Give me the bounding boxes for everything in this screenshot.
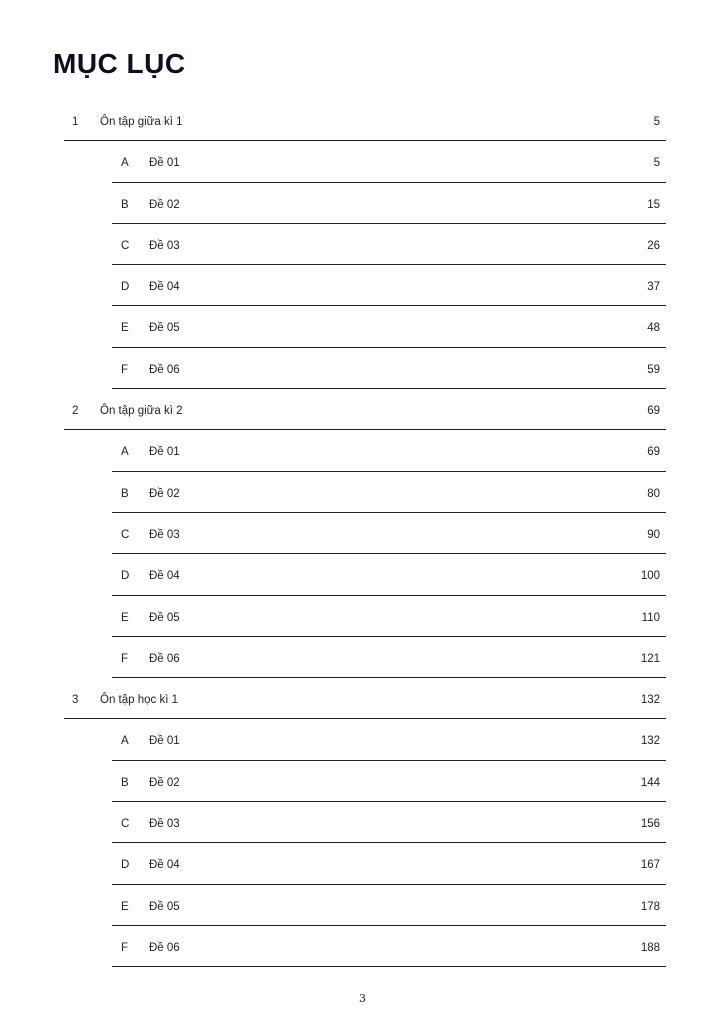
chapter-number: 2 — [72, 405, 79, 418]
section-letter: A — [121, 735, 129, 748]
toc-section[interactable] — [112, 141, 666, 182]
toc-section[interactable] — [112, 265, 666, 306]
toc-section[interactable] — [112, 554, 666, 595]
chapter-title: Ôn tập giữa kì 1 — [100, 116, 183, 128]
section-letter: D — [121, 570, 130, 583]
toc-section[interactable] — [112, 885, 666, 926]
section-title: Đề 01 — [149, 446, 180, 459]
section-letter: F — [121, 652, 129, 665]
page-number: 110 — [641, 611, 660, 624]
footer-page-number: 3 — [359, 992, 366, 1005]
section-title: Đề 06 — [149, 941, 180, 954]
toc-chapter-3[interactable] — [64, 678, 666, 719]
section-title: Đề 03 — [149, 818, 180, 831]
page-number: 5 — [653, 116, 660, 128]
page-number: 90 — [647, 528, 660, 541]
page-title: MỤC LỤC — [53, 48, 186, 79]
toc-section[interactable] — [112, 224, 666, 265]
table-of-contents — [0, 100, 725, 967]
section-letter: B — [121, 487, 129, 500]
section-title: Đề 01 — [149, 735, 180, 748]
page-number: 144 — [640, 776, 660, 789]
section-title: Đề 05 — [149, 322, 180, 335]
toc-section[interactable] — [112, 926, 666, 967]
page-number: 156 — [640, 818, 660, 831]
page-number: 69 — [647, 446, 660, 459]
chapter-title: Ôn tập học kì 1 — [100, 694, 178, 707]
toc-section[interactable] — [112, 843, 666, 884]
chapter-number: 1 — [72, 116, 79, 128]
section-title: Đề 06 — [149, 652, 180, 665]
page-number: 80 — [647, 487, 660, 500]
page-number: 178 — [640, 900, 660, 913]
section-title: Đề 02 — [149, 776, 180, 789]
section-title: Đề 03 — [149, 528, 180, 541]
page-number: 100 — [640, 570, 660, 583]
section-letter: B — [121, 776, 129, 789]
section-letter: C — [121, 239, 130, 252]
section-letter: B — [121, 198, 129, 211]
toc-section[interactable] — [112, 637, 666, 678]
section-title: Đề 02 — [149, 487, 180, 500]
section-title: Đề 04 — [149, 570, 180, 583]
page-number: 48 — [647, 322, 660, 335]
page-number: 26 — [647, 239, 660, 252]
section-title: Đề 05 — [149, 611, 180, 624]
section-letter: F — [121, 363, 129, 376]
section-letter: A — [121, 157, 129, 170]
page-number: 121 — [640, 652, 660, 665]
section-title: Đề 06 — [149, 363, 180, 376]
toc-chapter-2[interactable] — [64, 389, 666, 430]
section-title: Đề 01 — [149, 157, 180, 170]
section-letter: D — [121, 859, 130, 872]
chapter-title: Ôn tập giữa kì 2 — [100, 405, 183, 418]
section-letter: A — [121, 446, 129, 459]
toc-section[interactable] — [112, 719, 666, 760]
toc-chapter-1[interactable] — [64, 100, 666, 141]
chapter-number: 3 — [72, 694, 79, 707]
section-title: Đề 05 — [149, 900, 180, 913]
toc-section[interactable] — [112, 348, 666, 389]
toc-section[interactable] — [112, 472, 666, 513]
page-number: 167 — [640, 859, 660, 872]
toc-section[interactable] — [112, 802, 666, 843]
page-number: 69 — [647, 405, 660, 418]
section-letter: E — [121, 611, 129, 624]
page-number: 15 — [647, 198, 660, 211]
toc-section[interactable] — [112, 761, 666, 802]
section-title: Đề 04 — [149, 859, 180, 872]
toc-section[interactable] — [112, 596, 666, 637]
section-title: Đề 04 — [149, 281, 180, 294]
section-letter: F — [121, 941, 129, 954]
toc-section[interactable] — [112, 183, 666, 224]
section-letter: C — [121, 818, 130, 831]
section-title: Đề 02 — [149, 198, 180, 211]
page-number: 132 — [640, 735, 660, 748]
section-title: Đề 03 — [149, 239, 180, 252]
page-number: 37 — [647, 281, 660, 294]
section-letter: D — [121, 281, 130, 294]
toc-section[interactable] — [112, 513, 666, 554]
section-letter: E — [121, 322, 129, 335]
page-number: 59 — [647, 363, 660, 376]
page-number: 132 — [640, 694, 660, 707]
page-number: 5 — [653, 157, 660, 170]
section-letter: C — [121, 528, 130, 541]
toc-section[interactable] — [112, 430, 666, 471]
page-number: 188 — [640, 941, 660, 954]
toc-section[interactable] — [112, 306, 666, 347]
section-letter: E — [121, 900, 129, 913]
